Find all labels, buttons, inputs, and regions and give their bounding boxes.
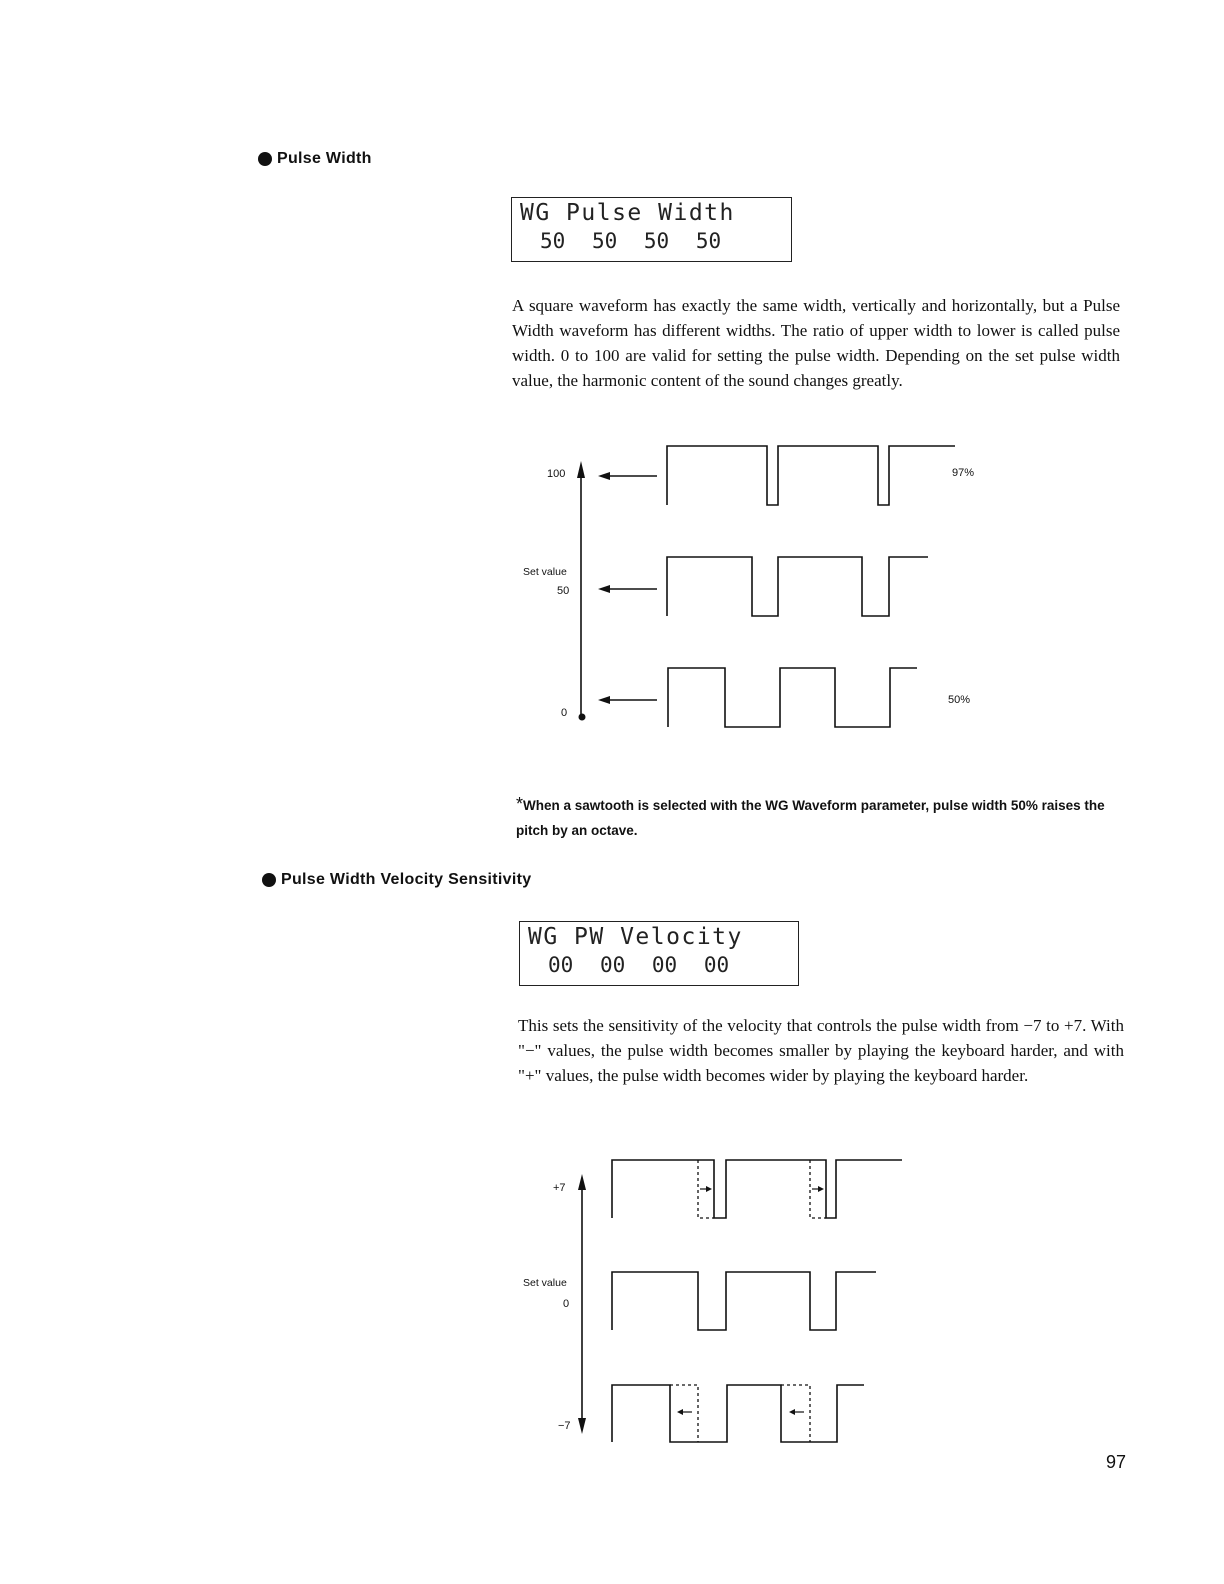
lcd-value-3: 50 [643, 229, 670, 253]
page-number: 97 [1106, 1452, 1127, 1472]
arrowhead-left-icon [677, 1409, 683, 1415]
note-text: When a sawtooth is selected with the WG Waveform parameter, pulse width 50% raises the pitch by an octave. [516, 798, 1105, 838]
dashed-edge-bottom-2 [781, 1385, 810, 1442]
axis-arrowhead-down-icon [578, 1418, 586, 1434]
note-asterisk: * [516, 794, 524, 814]
lcd-value-4: 00 [703, 953, 730, 977]
waveform-plus7 [612, 1160, 902, 1218]
diagram-label-plus7: +7 [553, 1182, 566, 1194]
lcd-value-1: 50 [540, 229, 566, 253]
arrowhead-left-icon [789, 1409, 795, 1415]
lcd-value-3: 00 [651, 953, 678, 977]
lcd-value-1: 00 [548, 953, 574, 977]
pw-velocity-description: This sets the sensitivity of the velocity that controls the pulse width from −7 to +7. With "−" values, the pulse width becomes smaller by playing the keyboard harder, and with "+" values, the pulse width becomes wider by playing the keyboard harder. [518, 1016, 1124, 1085]
diagram-label-set-value: Set value [523, 566, 567, 578]
diagram-label-set-value: Set value [523, 1277, 567, 1289]
diagram-label-minus7: −7 [558, 1420, 571, 1432]
axis-arrowhead-up-icon [578, 1174, 586, 1190]
diagram-label-0: 0 [561, 707, 568, 719]
diagram-label-zero: 0 [563, 1298, 570, 1310]
waveform-zero [612, 1272, 876, 1330]
lcd-line-1: WG PW Velocity [528, 924, 743, 950]
diagram-label-50-percent: 50% [948, 694, 971, 706]
heading-text: Pulse Width Velocity Sensitivity [281, 871, 532, 888]
pulse-width-description: A square waveform has exactly the same width, vertically and horizontally, but a Pulse Width waveform has different widths. The ratio of upper width to lower is called pulse width. 0 to 100 are valid for setting the pulse width. Depending on the set pulse width value, the harmonic content of the sound changes greatly. [512, 296, 1120, 390]
arrowhead-right-icon [818, 1186, 824, 1192]
lcd-value-4: 50 [695, 229, 722, 253]
diagram-label-97-percent: 97% [952, 467, 975, 479]
lcd-value-2: 00 [599, 953, 626, 977]
heading-text: Pulse Width [277, 150, 372, 167]
arrowhead-right-icon [706, 1186, 712, 1192]
diagram-label-50: 50 [557, 585, 570, 597]
diagram-label-100: 100 [547, 468, 566, 480]
lcd-line-1: WG Pulse Width [520, 200, 735, 226]
lcd-value-2: 50 [591, 229, 618, 253]
waveform-minus7 [612, 1385, 864, 1442]
dashed-edge-bottom-1 [670, 1385, 698, 1442]
